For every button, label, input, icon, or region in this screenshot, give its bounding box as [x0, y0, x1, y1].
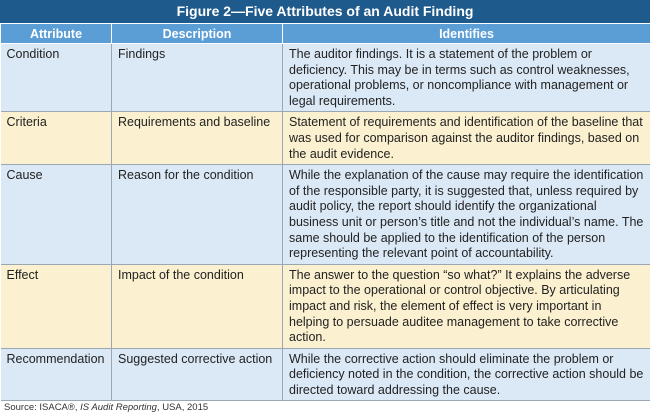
- row-description: Impact of the condition: [112, 264, 283, 348]
- row-identifies: The answer to the question “so what?” It explains the adverse impact to the operational or control objective. By articulating impact and risk, the element of effect is very important in helping to persuade auditee management to take corrective action.: [283, 264, 650, 348]
- table-row: [1, 165, 650, 265]
- attributes-table: [0, 23, 650, 401]
- source-suffix: , USA, 2015: [156, 402, 209, 413]
- column-header-description: Description: [112, 24, 283, 44]
- table-header-row: [1, 24, 650, 44]
- table-row: [1, 112, 650, 165]
- source-title: IS Audit Reporting: [80, 402, 157, 413]
- row-identifies: The auditor findings. It is a statement of the problem or deficiency. This may be in terms such as control weaknesses, operational problems, or noncompliance with management or legal requirements.: [283, 44, 650, 112]
- figure-title: Figure 2—Five Attributes of an Audit Finding: [0, 0, 650, 23]
- row-description: Requirements and baseline: [112, 112, 283, 165]
- table-row: [1, 44, 650, 112]
- table-row: [1, 348, 650, 401]
- column-header-attribute: Attribute: [1, 24, 112, 44]
- row-attribute: Condition: [1, 44, 112, 112]
- source-prefix: Source: ISACA®,: [4, 402, 81, 413]
- table-row: [1, 264, 650, 348]
- row-identifies: While the corrective action should eliminate the problem or deficiency noted in the condition, the corrective action should be directed toward addressing the cause.: [283, 348, 650, 401]
- row-attribute: Effect: [1, 264, 112, 348]
- column-header-identifies: Identifies: [283, 24, 650, 44]
- row-identifies: Statement of requirements and identification of the baseline that was used for comparison against the auditor findings, based on the audit evidence.: [283, 112, 650, 165]
- row-description: Reason for the condition: [112, 165, 283, 265]
- row-description: Findings: [112, 44, 283, 112]
- row-description: Suggested corrective action: [112, 348, 283, 401]
- source-note: [4, 402, 208, 413]
- row-attribute: Cause: [1, 165, 112, 265]
- row-attribute: Recommendation: [1, 348, 112, 401]
- row-attribute: Criteria: [1, 112, 112, 165]
- row-identifies: While the explanation of the cause may require the identification of the responsible party, it is suggested that, unless required by audit policy, the report should identify the organizational business unit or person’s title and not the individual’s name. The same should be applied to the identification of the person representing the relevant point of accountability.: [283, 165, 650, 265]
